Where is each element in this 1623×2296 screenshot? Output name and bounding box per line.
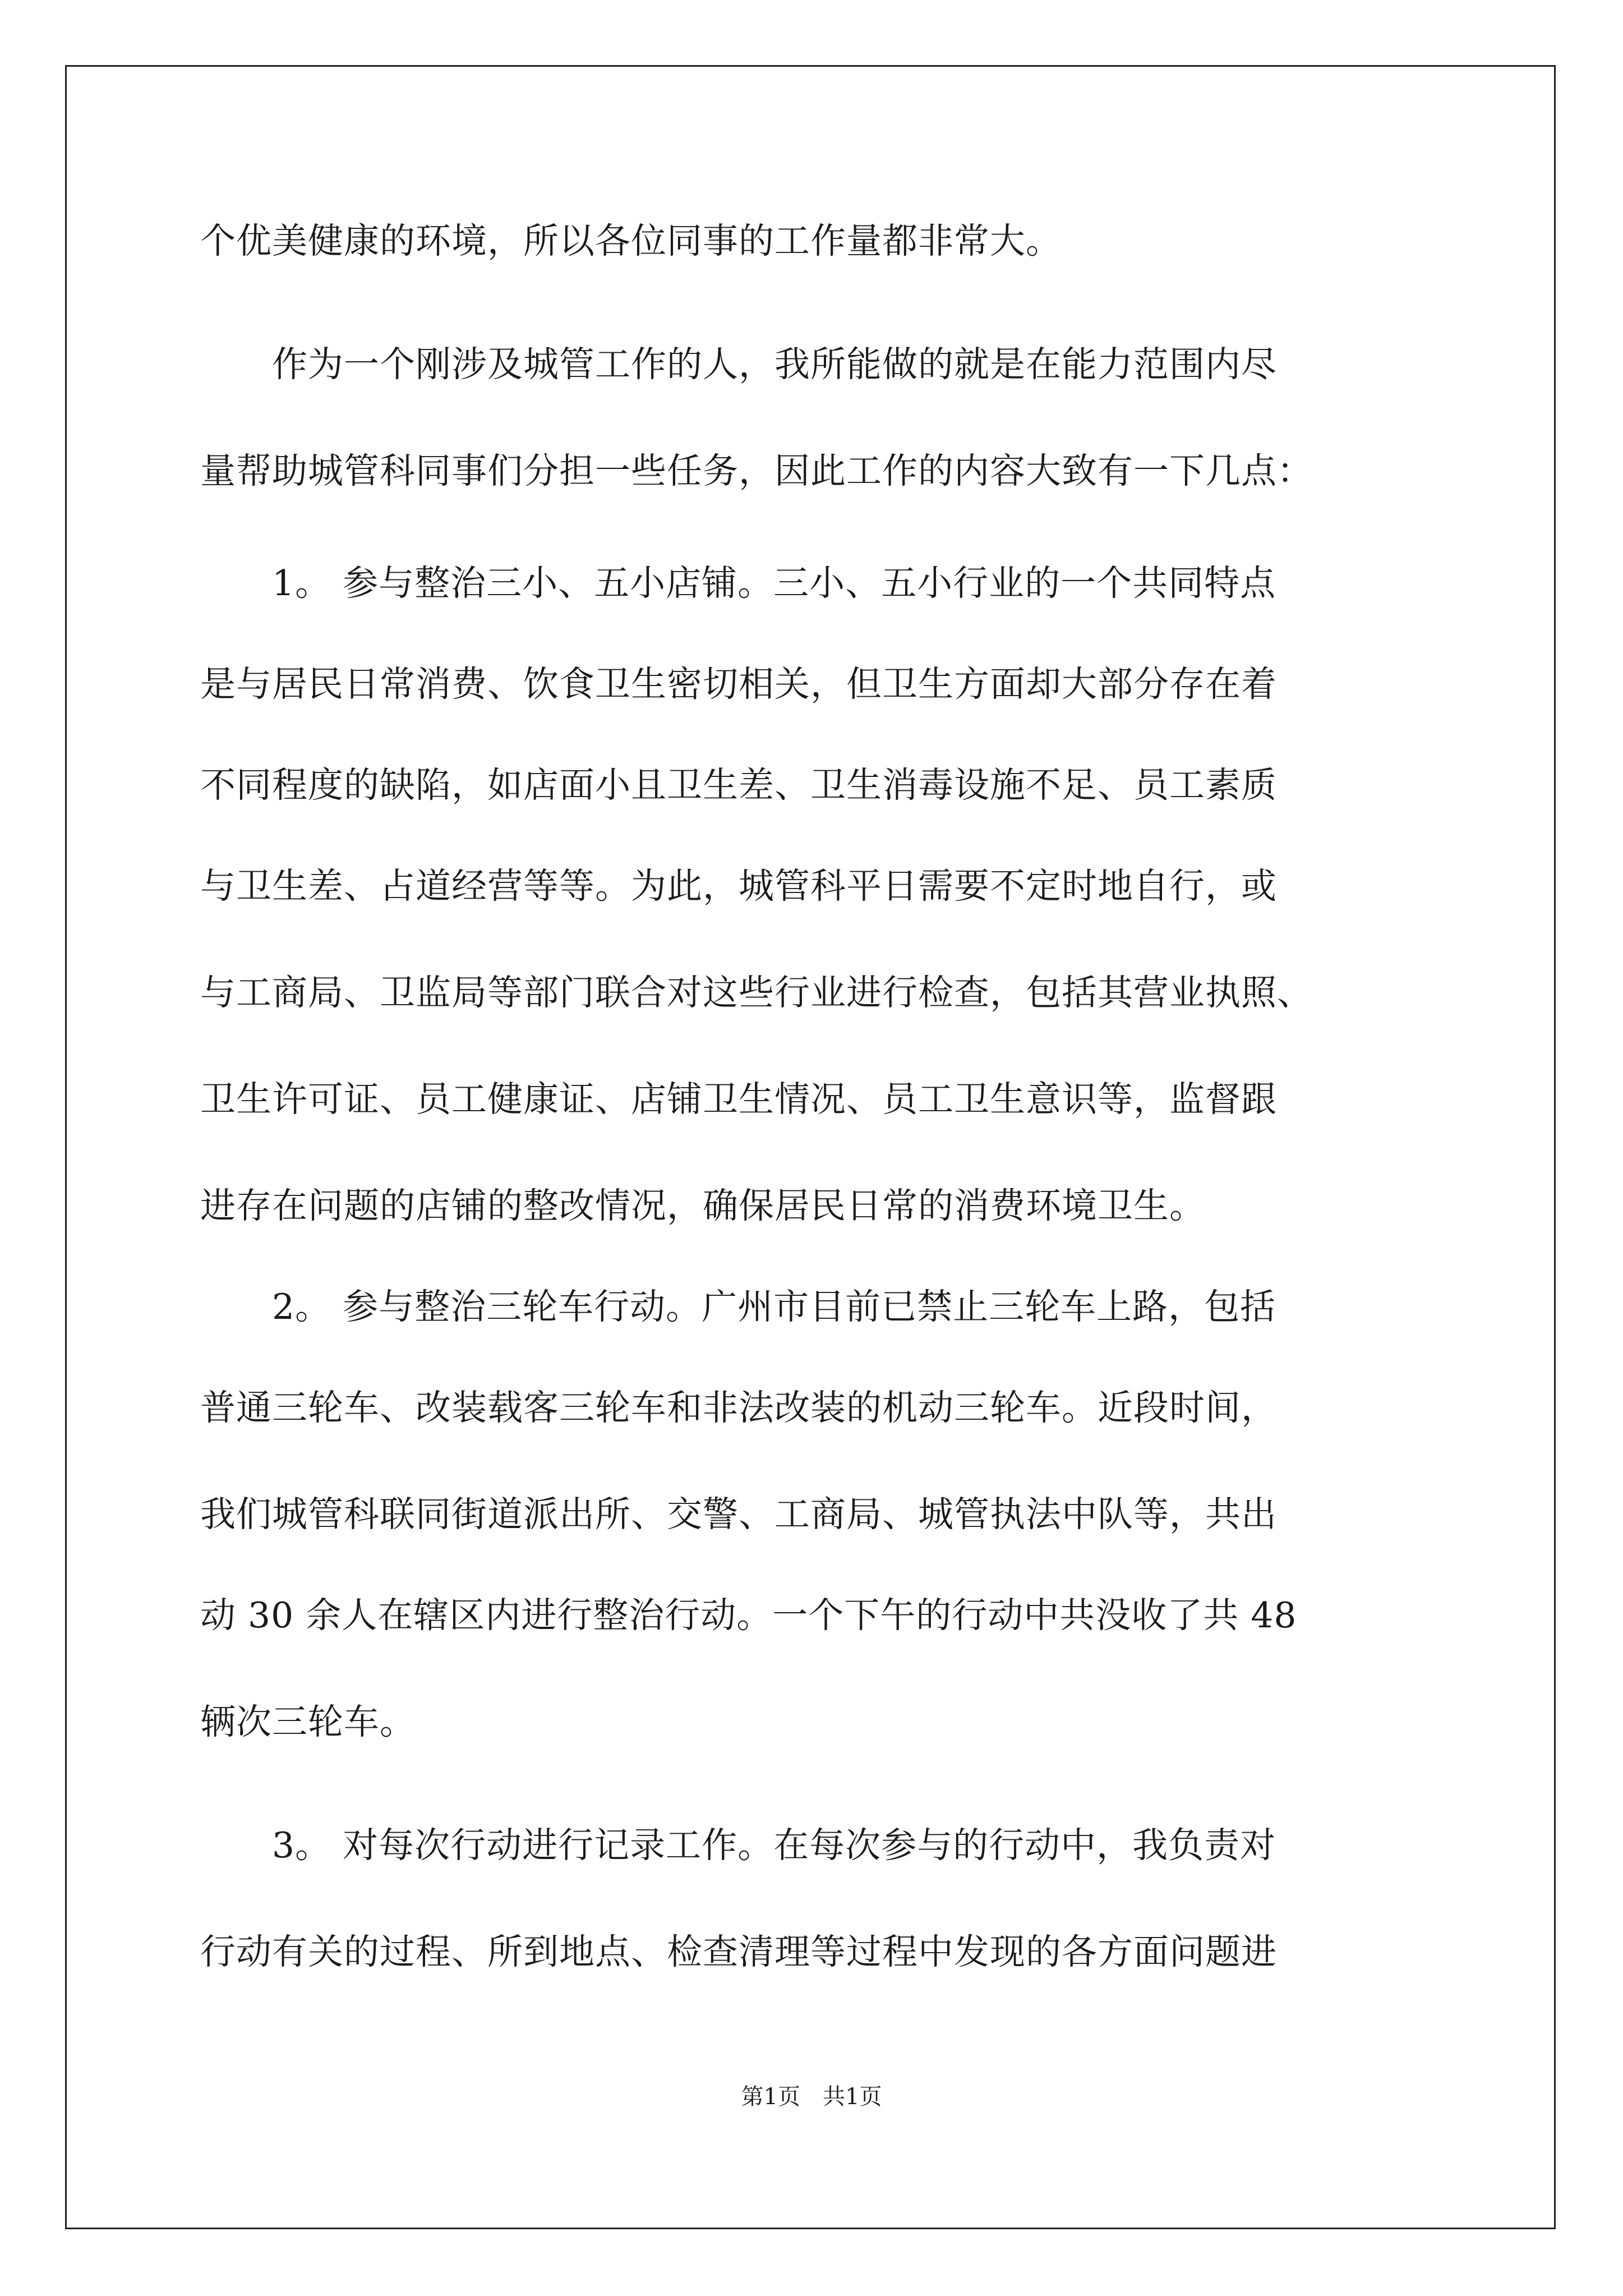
body-text-line: 个优美健康的环境，所以各位同事的工作量都非常大。 <box>200 220 1062 261</box>
body-text-line: 普通三轮车、改装载客三轮车和非法改装的机动三轮车。近段时间， <box>200 1387 1277 1428</box>
body-text-line: 辆次三轮车。 <box>200 1701 416 1742</box>
body-text-line: 是与居民日常消费、饮食卫生密切相关，但卫生方面却大部分存在着 <box>200 664 1277 705</box>
body-text-line: 卫生许可证、员工健康证、店铺卫生情况、员工卫生意识等，监督跟 <box>200 1079 1277 1120</box>
page-border <box>65 65 1556 2229</box>
page-number-footer: 第1页 共1页 <box>741 2084 882 2110</box>
body-text-line: 量帮助城管科同事们分担一些任务，因此工作的内容大致有一下几点： <box>200 450 1313 491</box>
body-text-line: 与卫生差、占道经营等等。为此，城管科平日需要不定时地自行，或 <box>200 866 1277 907</box>
body-text-line: 不同程度的缺陷，如店面小且卫生差、卫生消毒设施不足、员工素质 <box>200 765 1277 806</box>
body-text-line: 动 30 余人在辖区内进行整治行动。一个下午的行动中共没收了共 48 <box>200 1595 1297 1636</box>
body-text-line: 行动有关的过程、所到地点、检查清理等过程中发现的各方面问题进 <box>200 1931 1277 1972</box>
body-text-line: 与工商局、卫监局等部门联合对这些行业进行检查，包括其营业执照、 <box>200 972 1313 1013</box>
body-text-line: 2。 参与整治三轮车行动。广州市目前已禁止三轮车上路，包括 <box>200 1286 1276 1327</box>
body-text-line: 进存在问题的店铺的整改情况，确保居民日常的消费环境卫生。 <box>200 1185 1205 1226</box>
body-text-line: 作为一个刚涉及城管工作的人，我所能做的就是在能力范围内尽 <box>200 344 1277 385</box>
body-text-line: 3。 对每次行动进行记录工作。在每次参与的行动中，我负责对 <box>200 1825 1276 1866</box>
body-text-line: 1。 参与整治三小、五小店铺。三小、五小行业的一个共同特点 <box>200 563 1276 604</box>
body-text-line: 我们城管科联同街道派出所、交警、工商局、城管执法中队等，共出 <box>200 1494 1277 1535</box>
